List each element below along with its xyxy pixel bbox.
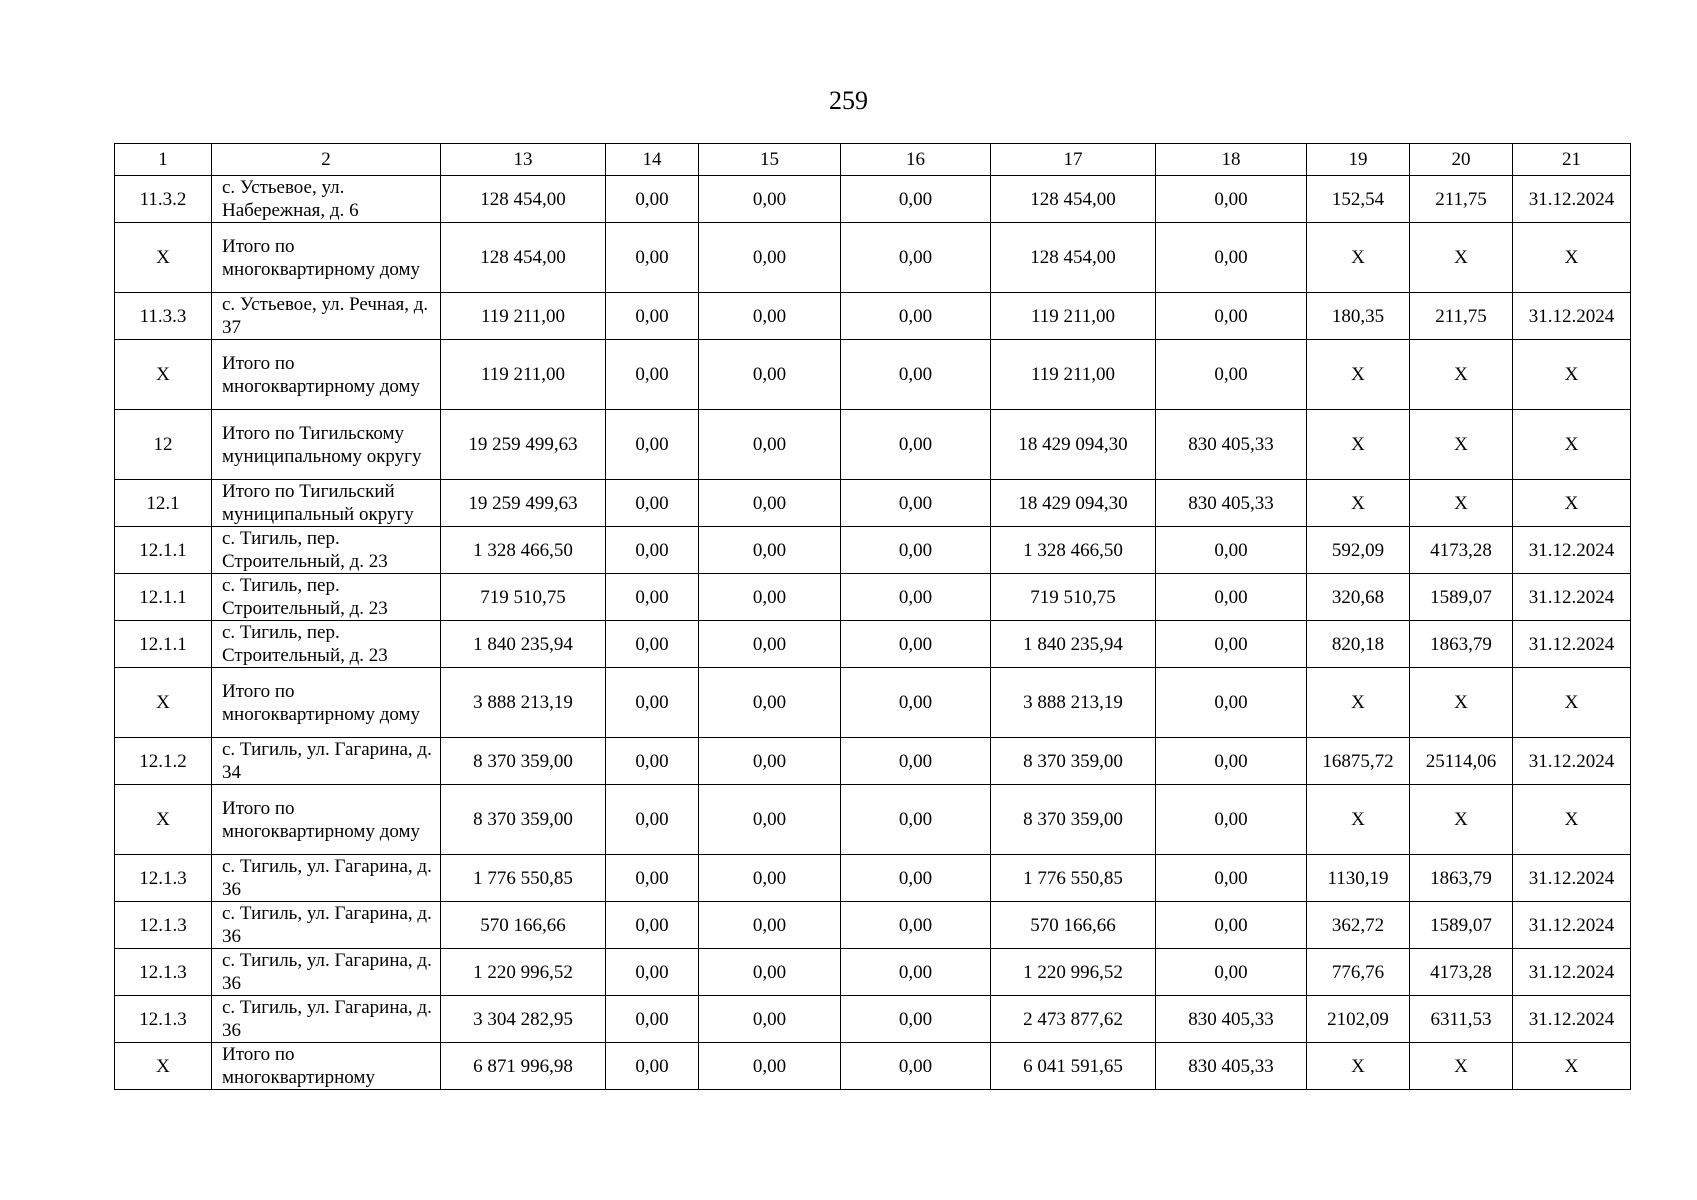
cell-row-id: 11.3.3 — [115, 293, 212, 340]
cell-col-16: 0,00 — [841, 668, 991, 738]
cell-col-15: 0,00 — [699, 1043, 841, 1090]
cell-col-20: Х — [1410, 785, 1513, 855]
cell-col-13: 3 888 213,19 — [441, 668, 606, 738]
cell-col-16: 0,00 — [841, 996, 991, 1043]
table-row — [115, 480, 1631, 527]
cell-col-17: 18 429 094,30 — [991, 480, 1156, 527]
cell-col-19: 180,35 — [1307, 293, 1410, 340]
cell-col-19: Х — [1307, 410, 1410, 480]
cell-col-13: 128 454,00 — [441, 176, 606, 223]
cell-col-19: 362,72 — [1307, 902, 1410, 949]
cell-col-21: Х — [1513, 480, 1631, 527]
cell-col-17: 1 220 996,52 — [991, 949, 1156, 996]
cell-col-13: 8 370 359,00 — [441, 738, 606, 785]
cell-col-16: 0,00 — [841, 785, 991, 855]
cell-col-15: 0,00 — [699, 996, 841, 1043]
cell-col-21: 31.12.2024 — [1513, 293, 1631, 340]
cell-col-17: 1 840 235,94 — [991, 621, 1156, 668]
cell-col-17: 8 370 359,00 — [991, 738, 1156, 785]
header-col-20: 20 — [1410, 144, 1513, 176]
cell-col-17: 8 370 359,00 — [991, 785, 1156, 855]
cell-col-13: 1 220 996,52 — [441, 949, 606, 996]
cell-col-15: 0,00 — [699, 480, 841, 527]
cell-row-id: 12.1.3 — [115, 902, 212, 949]
cell-row-id: 12.1.1 — [115, 527, 212, 574]
cell-row-id: 12.1.1 — [115, 621, 212, 668]
cell-col-19: Х — [1307, 340, 1410, 410]
cell-address: с. Тигиль, ул. Гагарина, д. 36 — [212, 996, 441, 1043]
cell-row-id: 12.1 — [115, 480, 212, 527]
table-row — [115, 855, 1631, 902]
cell-col-19: Х — [1307, 223, 1410, 293]
cell-address: Итого по многоквартирному дому — [212, 668, 441, 738]
cell-col-21: Х — [1513, 340, 1631, 410]
cell-address: Итого по многоквартирному дому — [212, 785, 441, 855]
cell-col-16: 0,00 — [841, 293, 991, 340]
table-row — [115, 527, 1631, 574]
cell-col-18: 0,00 — [1156, 738, 1307, 785]
cell-address: Итого по Тигильскому муниципальному округу — [212, 410, 441, 480]
cell-address: с. Тигиль, пер. Строительный, д. 23 — [212, 527, 441, 574]
cell-col-16: 0,00 — [841, 949, 991, 996]
cell-row-id: Х — [115, 223, 212, 293]
cell-col-19: Х — [1307, 785, 1410, 855]
cell-col-14: 0,00 — [606, 527, 699, 574]
data-table — [114, 143, 1631, 1090]
cell-col-18: 0,00 — [1156, 293, 1307, 340]
table-row — [115, 668, 1631, 738]
cell-address: с. Устьевое, ул. Речная, д. 37 — [212, 293, 441, 340]
cell-col-15: 0,00 — [699, 527, 841, 574]
cell-col-15: 0,00 — [699, 293, 841, 340]
cell-col-17: 719 510,75 — [991, 574, 1156, 621]
cell-col-21: Х — [1513, 223, 1631, 293]
cell-col-21: Х — [1513, 410, 1631, 480]
cell-col-14: 0,00 — [606, 949, 699, 996]
table-row — [115, 293, 1631, 340]
table-row — [115, 738, 1631, 785]
cell-address: с. Тигиль, ул. Гагарина, д. 36 — [212, 855, 441, 902]
cell-col-18: 830 405,33 — [1156, 410, 1307, 480]
cell-col-16: 0,00 — [841, 574, 991, 621]
cell-col-18: 830 405,33 — [1156, 996, 1307, 1043]
header-col-16: 16 — [841, 144, 991, 176]
cell-col-13: 119 211,00 — [441, 293, 606, 340]
cell-col-14: 0,00 — [606, 996, 699, 1043]
header-col-1: 1 — [115, 144, 212, 176]
cell-col-13: 1 328 466,50 — [441, 527, 606, 574]
cell-col-17: 2 473 877,62 — [991, 996, 1156, 1043]
cell-col-21: 31.12.2024 — [1513, 527, 1631, 574]
cell-col-15: 0,00 — [699, 410, 841, 480]
cell-col-19: 2102,09 — [1307, 996, 1410, 1043]
cell-col-14: 0,00 — [606, 621, 699, 668]
cell-col-15: 0,00 — [699, 574, 841, 621]
table-row — [115, 223, 1631, 293]
cell-col-17: 570 166,66 — [991, 902, 1156, 949]
cell-col-19: 820,18 — [1307, 621, 1410, 668]
cell-col-16: 0,00 — [841, 621, 991, 668]
cell-col-19: 16875,72 — [1307, 738, 1410, 785]
cell-col-15: 0,00 — [699, 855, 841, 902]
cell-col-20: Х — [1410, 480, 1513, 527]
cell-col-20: Х — [1410, 223, 1513, 293]
cell-col-18: 0,00 — [1156, 527, 1307, 574]
cell-col-18: 0,00 — [1156, 176, 1307, 223]
header-col-17: 17 — [991, 144, 1156, 176]
cell-col-14: 0,00 — [606, 340, 699, 410]
cell-col-13: 19 259 499,63 — [441, 480, 606, 527]
cell-col-14: 0,00 — [606, 902, 699, 949]
cell-col-20: 1589,07 — [1410, 902, 1513, 949]
cell-col-20: 4173,28 — [1410, 527, 1513, 574]
cell-col-18: 0,00 — [1156, 785, 1307, 855]
cell-col-16: 0,00 — [841, 527, 991, 574]
cell-row-id: 12.1.3 — [115, 996, 212, 1043]
cell-col-21: Х — [1513, 1043, 1631, 1090]
cell-col-17: 1 328 466,50 — [991, 527, 1156, 574]
cell-col-18: 0,00 — [1156, 340, 1307, 410]
cell-col-17: 3 888 213,19 — [991, 668, 1156, 738]
cell-col-21: 31.12.2024 — [1513, 574, 1631, 621]
cell-col-21: 31.12.2024 — [1513, 902, 1631, 949]
cell-col-15: 0,00 — [699, 621, 841, 668]
table-row — [115, 410, 1631, 480]
cell-col-19: 152,54 — [1307, 176, 1410, 223]
cell-address: Итого по многоквартирному — [212, 1043, 441, 1090]
cell-col-16: 0,00 — [841, 223, 991, 293]
cell-col-20: 6311,53 — [1410, 996, 1513, 1043]
cell-col-15: 0,00 — [699, 902, 841, 949]
cell-col-15: 0,00 — [699, 738, 841, 785]
cell-col-19: Х — [1307, 480, 1410, 527]
table-row — [115, 1043, 1631, 1090]
cell-address: с. Тигиль, ул. Гагарина, д. 36 — [212, 902, 441, 949]
cell-address: с. Тигиль, ул. Гагарина, д. 36 — [212, 949, 441, 996]
cell-col-14: 0,00 — [606, 574, 699, 621]
cell-col-20: Х — [1410, 410, 1513, 480]
cell-col-18: 0,00 — [1156, 621, 1307, 668]
cell-col-20: 25114,06 — [1410, 738, 1513, 785]
cell-col-21: 31.12.2024 — [1513, 996, 1631, 1043]
table-body — [115, 176, 1631, 1090]
table-row — [115, 621, 1631, 668]
cell-col-21: 31.12.2024 — [1513, 176, 1631, 223]
cell-col-13: 719 510,75 — [441, 574, 606, 621]
cell-col-13: 128 454,00 — [441, 223, 606, 293]
cell-col-21: Х — [1513, 668, 1631, 738]
cell-col-16: 0,00 — [841, 1043, 991, 1090]
cell-row-id: Х — [115, 340, 212, 410]
cell-col-13: 119 211,00 — [441, 340, 606, 410]
cell-row-id: 12.1.2 — [115, 738, 212, 785]
cell-col-20: 1589,07 — [1410, 574, 1513, 621]
table-row — [115, 574, 1631, 621]
cell-col-21: 31.12.2024 — [1513, 949, 1631, 996]
header-col-2: 2 — [212, 144, 441, 176]
cell-col-18: 0,00 — [1156, 223, 1307, 293]
cell-col-14: 0,00 — [606, 176, 699, 223]
cell-row-id: 12.1.1 — [115, 574, 212, 621]
cell-row-id: 12.1.3 — [115, 855, 212, 902]
cell-col-15: 0,00 — [699, 340, 841, 410]
cell-row-id: 12 — [115, 410, 212, 480]
cell-col-13: 1 840 235,94 — [441, 621, 606, 668]
cell-col-17: 119 211,00 — [991, 340, 1156, 410]
table-row — [115, 996, 1631, 1043]
cell-col-17: 128 454,00 — [991, 223, 1156, 293]
cell-col-20: 1863,79 — [1410, 855, 1513, 902]
table-row — [115, 949, 1631, 996]
cell-col-13: 8 370 359,00 — [441, 785, 606, 855]
cell-col-18: 830 405,33 — [1156, 480, 1307, 527]
cell-col-17: 6 041 591,65 — [991, 1043, 1156, 1090]
cell-col-14: 0,00 — [606, 480, 699, 527]
cell-col-18: 0,00 — [1156, 668, 1307, 738]
cell-address: Итого по Тигильский муниципальный округу — [212, 480, 441, 527]
cell-col-14: 0,00 — [606, 668, 699, 738]
cell-col-14: 0,00 — [606, 223, 699, 293]
cell-col-16: 0,00 — [841, 902, 991, 949]
cell-col-18: 830 405,33 — [1156, 1043, 1307, 1090]
cell-col-20: Х — [1410, 1043, 1513, 1090]
cell-col-13: 1 776 550,85 — [441, 855, 606, 902]
page-number: 259 — [829, 86, 868, 115]
cell-col-20: 211,75 — [1410, 176, 1513, 223]
cell-col-20: 4173,28 — [1410, 949, 1513, 996]
cell-col-16: 0,00 — [841, 410, 991, 480]
cell-col-13: 19 259 499,63 — [441, 410, 606, 480]
cell-col-14: 0,00 — [606, 410, 699, 480]
cell-col-17: 128 454,00 — [991, 176, 1156, 223]
cell-col-19: 1130,19 — [1307, 855, 1410, 902]
cell-col-21: 31.12.2024 — [1513, 738, 1631, 785]
header-col-14: 14 — [606, 144, 699, 176]
cell-col-16: 0,00 — [841, 340, 991, 410]
cell-col-14: 0,00 — [606, 293, 699, 340]
cell-row-id: Х — [115, 668, 212, 738]
cell-col-20: Х — [1410, 668, 1513, 738]
cell-col-13: 570 166,66 — [441, 902, 606, 949]
cell-address: с. Устьевое, ул. Набережная, д. 6 — [212, 176, 441, 223]
cell-row-id: 12.1.3 — [115, 949, 212, 996]
cell-col-19: 592,09 — [1307, 527, 1410, 574]
cell-address: с. Тигиль, пер. Строительный, д. 23 — [212, 621, 441, 668]
cell-col-18: 0,00 — [1156, 949, 1307, 996]
table-row — [115, 340, 1631, 410]
cell-col-21: 31.12.2024 — [1513, 855, 1631, 902]
cell-col-16: 0,00 — [841, 738, 991, 785]
cell-col-20: Х — [1410, 340, 1513, 410]
cell-col-16: 0,00 — [841, 480, 991, 527]
header-col-15: 15 — [699, 144, 841, 176]
cell-row-id: Х — [115, 1043, 212, 1090]
cell-col-20: 1863,79 — [1410, 621, 1513, 668]
header-col-13: 13 — [441, 144, 606, 176]
cell-col-16: 0,00 — [841, 855, 991, 902]
cell-col-15: 0,00 — [699, 668, 841, 738]
cell-col-13: 6 871 996,98 — [441, 1043, 606, 1090]
cell-col-15: 0,00 — [699, 223, 841, 293]
cell-col-18: 0,00 — [1156, 902, 1307, 949]
cell-col-18: 0,00 — [1156, 574, 1307, 621]
cell-col-17: 18 429 094,30 — [991, 410, 1156, 480]
cell-address: Итого по многоквартирному дому — [212, 340, 441, 410]
cell-col-17: 119 211,00 — [991, 293, 1156, 340]
cell-col-14: 0,00 — [606, 785, 699, 855]
cell-row-id: Х — [115, 785, 212, 855]
cell-col-21: Х — [1513, 785, 1631, 855]
cell-col-14: 0,00 — [606, 1043, 699, 1090]
header-col-18: 18 — [1156, 144, 1307, 176]
header-row — [115, 144, 1631, 176]
cell-col-19: 320,68 — [1307, 574, 1410, 621]
table-row — [115, 176, 1631, 223]
table-row — [115, 902, 1631, 949]
cell-col-18: 0,00 — [1156, 855, 1307, 902]
table-row — [115, 785, 1631, 855]
cell-col-14: 0,00 — [606, 855, 699, 902]
header-col-21: 21 — [1513, 144, 1631, 176]
cell-row-id: 11.3.2 — [115, 176, 212, 223]
cell-col-15: 0,00 — [699, 949, 841, 996]
cell-col-13: 3 304 282,95 — [441, 996, 606, 1043]
cell-col-15: 0,00 — [699, 785, 841, 855]
cell-col-19: Х — [1307, 668, 1410, 738]
cell-col-15: 0,00 — [699, 176, 841, 223]
cell-col-20: 211,75 — [1410, 293, 1513, 340]
cell-col-21: 31.12.2024 — [1513, 621, 1631, 668]
cell-col-19: Х — [1307, 1043, 1410, 1090]
cell-address: Итого по многоквартирному дому — [212, 223, 441, 293]
cell-col-14: 0,00 — [606, 738, 699, 785]
cell-col-19: 776,76 — [1307, 949, 1410, 996]
cell-col-16: 0,00 — [841, 176, 991, 223]
cell-col-17: 1 776 550,85 — [991, 855, 1156, 902]
header-col-19: 19 — [1307, 144, 1410, 176]
cell-address: с. Тигиль, ул. Гагарина, д. 34 — [212, 738, 441, 785]
cell-address: с. Тигиль, пер. Строительный, д. 23 — [212, 574, 441, 621]
